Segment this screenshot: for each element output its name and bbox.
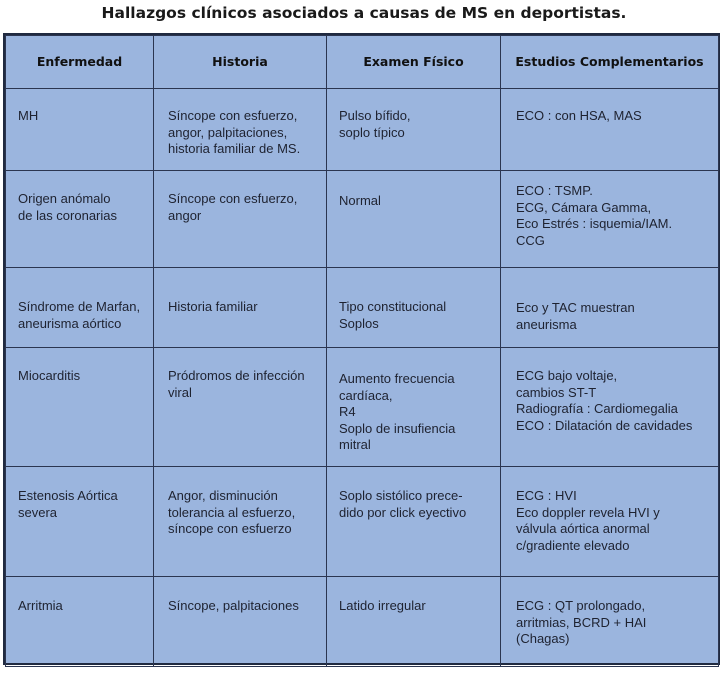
cell-examen-fisico bbox=[327, 89, 501, 171]
cell-text-line: severa bbox=[18, 504, 58, 520]
cell-historia bbox=[154, 268, 327, 348]
table-row bbox=[6, 467, 719, 577]
cell-text-line: aneurisma bbox=[516, 316, 577, 332]
cell-enfermedad bbox=[6, 171, 154, 268]
cell-text-line: ECO : TSMP. bbox=[516, 183, 593, 198]
cell-text-line: Historia familiar bbox=[168, 299, 258, 314]
cell-text-line: Pulso bífido, bbox=[339, 108, 411, 123]
cell-text-line: Aumento frecuencia bbox=[339, 371, 455, 386]
cell-text-line: viral bbox=[168, 384, 192, 400]
table-row bbox=[6, 89, 719, 171]
cell-text-line: Arritmia bbox=[18, 598, 63, 613]
cell-text-line: c/gradiente elevado bbox=[516, 537, 630, 553]
cell-text-line: Pródromos de infección bbox=[168, 368, 305, 383]
header-historia: Historia bbox=[154, 36, 327, 89]
cell-historia bbox=[154, 171, 327, 268]
cell-text-line: angor, palpitaciones, bbox=[168, 124, 288, 140]
cell-historia bbox=[154, 348, 327, 467]
cell-examen-fisico bbox=[327, 467, 501, 577]
cell-text-line: Miocarditis bbox=[18, 368, 81, 383]
cell-text-line: Normal bbox=[339, 193, 381, 208]
cell-text-line: Síncope con esfuerzo, bbox=[168, 108, 298, 123]
header-examen-fisico: Examen Físico bbox=[327, 36, 501, 89]
cell-text-line: (Chagas) bbox=[516, 631, 570, 646]
cell-text-line: ECG : HVI bbox=[516, 488, 577, 503]
cell-estudios bbox=[501, 268, 719, 348]
cell-text-line: tolerancia al esfuerzo, bbox=[168, 504, 296, 520]
cell-text-line: soplo típico bbox=[339, 124, 405, 140]
cell-text-line: cambios ST-T bbox=[516, 384, 597, 400]
cell-text-line: ECG : QT prolongado, bbox=[516, 598, 646, 613]
cell-text-line: Síndrome de Marfan, bbox=[18, 299, 141, 314]
cell-enfermedad bbox=[6, 268, 154, 348]
cell-enfermedad bbox=[6, 89, 154, 171]
cell-estudios bbox=[501, 171, 719, 268]
cell-text-line: de las coronarias bbox=[18, 207, 117, 223]
cell-text-line: arritmias, BCRD + HAI bbox=[516, 614, 647, 630]
cell-text-line: ECO : Dilatación de cavidades bbox=[516, 417, 693, 433]
cell-text-line: Estenosis Aórtica bbox=[18, 488, 118, 503]
cell-text-line: Eco y TAC muestran bbox=[516, 300, 635, 315]
cell-estudios bbox=[501, 467, 719, 577]
cell-text-line: síncope con esfuerzo bbox=[168, 521, 292, 536]
cell-text-line: ECG, Cámara Gamma, bbox=[516, 199, 652, 215]
cell-text-line: CCG bbox=[516, 232, 545, 248]
cell-examen-fisico bbox=[327, 348, 501, 467]
cell-text-line: Soplo de insufiencia bbox=[339, 420, 456, 436]
header-estudios-complementarios: Estudios Complementarios bbox=[501, 36, 719, 89]
cell-text-line: Latido irregular bbox=[339, 598, 426, 613]
cell-text-line: MH bbox=[18, 108, 39, 123]
cell-text-line: Angor, disminución bbox=[168, 488, 278, 503]
table-row bbox=[6, 171, 719, 268]
cell-text-line: mitral bbox=[339, 437, 371, 452]
cell-estudios bbox=[501, 89, 719, 171]
cell-examen-fisico bbox=[327, 577, 501, 667]
cell-examen-fisico bbox=[327, 171, 501, 268]
clinical-findings-table bbox=[3, 33, 720, 665]
cell-enfermedad bbox=[6, 348, 154, 467]
cell-historia bbox=[154, 467, 327, 577]
cell-examen-fisico bbox=[327, 268, 501, 348]
cell-text-line: aneurisma aórtico bbox=[18, 315, 122, 331]
cell-text-line: historia familiar de MS. bbox=[168, 141, 301, 156]
cell-text-line: cardíaca, bbox=[339, 387, 393, 403]
table-row bbox=[6, 268, 719, 348]
cell-enfermedad bbox=[6, 577, 154, 667]
cell-text-line: angor bbox=[168, 207, 202, 223]
cell-text-line: Soplos bbox=[339, 315, 379, 331]
cell-text-line: Síncope con esfuerzo, bbox=[168, 191, 298, 206]
cell-text-line: Síncope, palpitaciones bbox=[168, 598, 299, 613]
cell-historia bbox=[154, 577, 327, 667]
cell-text-line: Eco doppler revela HVI y bbox=[516, 504, 660, 520]
cell-text-line: válvula aórtica anormal bbox=[516, 521, 650, 536]
cell-estudios bbox=[501, 348, 719, 467]
table-row bbox=[6, 577, 719, 667]
cell-text-line: Soplo sistólico prece- bbox=[339, 488, 463, 503]
cell-estudios bbox=[501, 577, 719, 667]
cell-text-line: R4 bbox=[339, 404, 356, 419]
cell-text-line: Tipo constitucional bbox=[339, 299, 447, 314]
cell-text-line: Radiografía : Cardiomegalia bbox=[516, 401, 678, 416]
cell-text-line: ECG bajo voltaje, bbox=[516, 368, 618, 383]
cell-enfermedad bbox=[6, 467, 154, 577]
cell-text-line: dido por click eyectivo bbox=[339, 504, 467, 520]
table-title: Hallazgos clínicos asociados a causas de MS en deportistas. bbox=[101, 4, 627, 22]
table-row bbox=[6, 348, 719, 467]
cell-text-line: Origen anómalo bbox=[18, 191, 111, 206]
header-enfermedad: Enfermedad bbox=[6, 36, 154, 89]
cell-text-line: ECO : con HSA, MAS bbox=[516, 108, 642, 123]
header-row bbox=[6, 36, 719, 89]
cell-text-line: Eco Estrés : isquemia/IAM. bbox=[516, 216, 673, 231]
cell-historia bbox=[154, 89, 327, 171]
